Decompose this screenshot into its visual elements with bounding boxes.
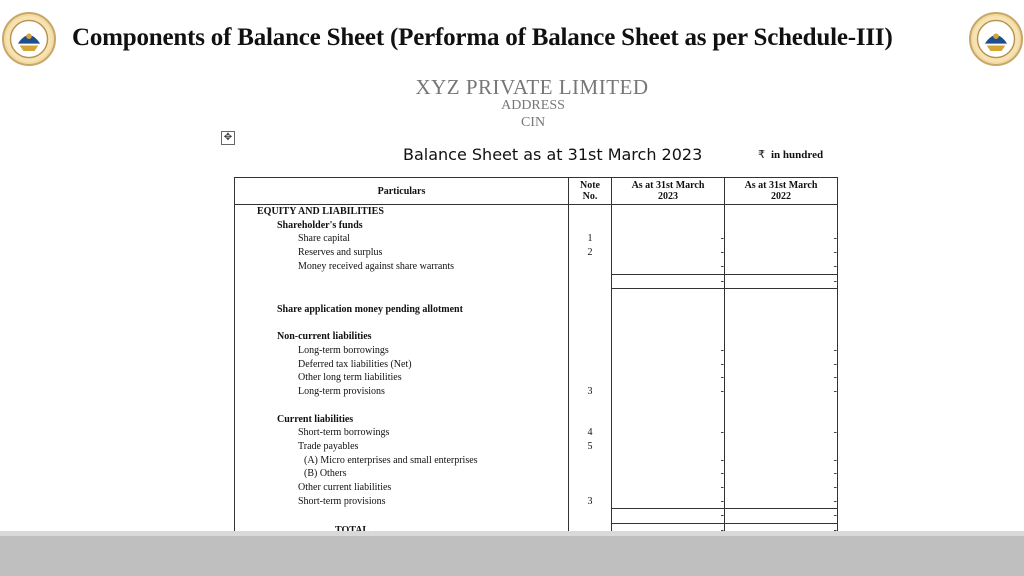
header-note-line2: No. — [582, 191, 598, 202]
balance-sheet-table — [234, 177, 838, 538]
row-note — [569, 317, 612, 331]
row-value-2022 — [725, 330, 838, 344]
row-label: Deferred tax liabilities (Net) — [235, 358, 569, 372]
row-value-2023: - — [612, 481, 725, 495]
row-value-2023 — [612, 399, 725, 413]
row-label: Share application money pending allotment — [235, 303, 569, 317]
row-value-2023 — [612, 205, 725, 219]
row-value-2023: - — [612, 358, 725, 372]
statement-title: Balance Sheet as at 31st March 2023 — [403, 145, 703, 164]
row-note: 2 — [569, 246, 612, 260]
row-value-2023: - — [612, 232, 725, 246]
table-row — [235, 219, 838, 233]
table-row — [235, 481, 838, 495]
row-label: Reserves and surplus — [235, 246, 569, 260]
header-particulars: Particulars — [235, 178, 569, 205]
table-row — [235, 426, 838, 440]
row-note: 4 — [569, 426, 612, 440]
row-value-2023: - — [612, 274, 725, 289]
row-value-2023 — [612, 413, 725, 427]
company-name: XYZ PRIVATE LIMITED — [415, 75, 649, 99]
table-row — [235, 399, 838, 413]
row-note: 1 — [569, 232, 612, 246]
row-label — [235, 274, 569, 289]
row-label: Long-term borrowings — [235, 344, 569, 358]
row-value-2023 — [612, 440, 725, 454]
header-note-line1: Note — [580, 180, 600, 191]
row-note — [569, 371, 612, 385]
row-label: Short-term provisions — [235, 495, 569, 509]
row-value-2023: - — [612, 246, 725, 260]
row-value-2022 — [725, 399, 838, 413]
row-note — [569, 467, 612, 481]
row-value-2023: - — [612, 260, 725, 274]
header-col-2023-line2: 2023 — [658, 191, 678, 202]
subtotal-row — [235, 509, 838, 524]
row-label: Share capital — [235, 232, 569, 246]
company-address: ADDRESS — [501, 98, 565, 113]
row-label — [235, 289, 569, 303]
row-note — [569, 219, 612, 233]
table-row — [235, 344, 838, 358]
row-label: Non-current liabilities — [235, 330, 569, 344]
row-note: 3 — [569, 385, 612, 399]
row-label: Short-term borrowings — [235, 426, 569, 440]
icai-logo-left — [2, 12, 56, 66]
row-note — [569, 289, 612, 303]
row-note — [569, 205, 612, 219]
row-value-2022: - — [725, 246, 838, 260]
table-row — [235, 467, 838, 481]
row-label: Other current liabilities — [235, 481, 569, 495]
row-value-2023: - — [612, 454, 725, 468]
row-label: Shareholder's funds — [235, 219, 569, 233]
table-row — [235, 232, 838, 246]
row-value-2022: - — [725, 481, 838, 495]
footer-divider — [0, 531, 1024, 536]
row-value-2022 — [725, 303, 838, 317]
row-value-2023 — [612, 317, 725, 331]
row-label: Current liabilities — [235, 413, 569, 427]
table-row — [235, 317, 838, 331]
table-row — [235, 385, 838, 399]
row-value-2022: - — [725, 509, 838, 524]
table-row — [235, 246, 838, 260]
row-note — [569, 260, 612, 274]
row-label: Money received against share warrants — [235, 260, 569, 274]
row-note — [569, 358, 612, 372]
row-value-2022 — [725, 440, 838, 454]
row-value-2023 — [612, 303, 725, 317]
row-value-2022 — [725, 317, 838, 331]
table-row — [235, 358, 838, 372]
row-value-2023: - — [612, 509, 725, 524]
table-row — [235, 495, 838, 509]
row-value-2023: - — [612, 371, 725, 385]
table-row — [235, 289, 838, 303]
icai-logo-right — [969, 12, 1023, 66]
table-row — [235, 454, 838, 468]
company-cin: CIN — [520, 115, 546, 130]
row-label: (B) Others — [235, 467, 569, 481]
header-col-2022-line1: As at 31st March — [744, 180, 818, 191]
row-value-2022: - — [725, 232, 838, 246]
table-row — [235, 330, 838, 344]
row-label — [235, 317, 569, 331]
row-value-2023 — [612, 219, 725, 233]
row-value-2023: - — [612, 344, 725, 358]
row-value-2022: - — [725, 260, 838, 274]
header-col-2022 — [725, 178, 838, 205]
footer-bar — [0, 531, 1024, 576]
row-value-2022: - — [725, 454, 838, 468]
table-row — [235, 303, 838, 317]
row-value-2022 — [725, 205, 838, 219]
header-col-2023 — [612, 178, 725, 205]
row-value-2023: - — [612, 467, 725, 481]
row-note — [569, 413, 612, 427]
row-value-2023: - — [612, 385, 725, 399]
table-header-row — [235, 178, 838, 205]
row-value-2023 — [612, 330, 725, 344]
table-row — [235, 205, 838, 219]
table-move-handle-icon[interactable]: ✥ — [221, 131, 235, 145]
row-label: EQUITY AND LIABILITIES — [235, 205, 569, 219]
row-note — [569, 481, 612, 495]
row-note — [569, 330, 612, 344]
row-value-2023: - — [612, 495, 725, 509]
row-label — [235, 509, 569, 524]
header-col-2022-line2: 2022 — [771, 191, 791, 202]
rupee-icon: ₹ — [758, 148, 765, 161]
row-note — [569, 399, 612, 413]
row-value-2022: - — [725, 426, 838, 440]
row-value-2022: - — [725, 344, 838, 358]
row-value-2022: - — [725, 371, 838, 385]
row-value-2022: - — [725, 385, 838, 399]
header-col-2023-line1: As at 31st March — [631, 180, 705, 191]
row-note — [569, 509, 612, 524]
row-note — [569, 303, 612, 317]
currency-note-text: in hundred — [771, 149, 824, 161]
row-label: (A) Micro enterprises and small enterprises — [235, 454, 569, 468]
row-value-2022: - — [725, 495, 838, 509]
row-value-2023 — [612, 289, 725, 303]
row-label: Other long term liabilities — [235, 371, 569, 385]
row-label: Long-term provisions — [235, 385, 569, 399]
row-note — [569, 274, 612, 289]
row-value-2022: - — [725, 274, 838, 289]
row-note — [569, 454, 612, 468]
row-value-2022 — [725, 219, 838, 233]
row-note: 3 — [569, 495, 612, 509]
table-row — [235, 440, 838, 454]
table-row — [235, 413, 838, 427]
row-note — [569, 344, 612, 358]
row-value-2022 — [725, 289, 838, 303]
table-row — [235, 371, 838, 385]
row-value-2022: - — [725, 467, 838, 481]
row-value-2023: - — [612, 426, 725, 440]
slide-title: Components of Balance Sheet (Performa of Balance Sheet as per Schedule-III) — [72, 24, 893, 51]
row-value-2022 — [725, 413, 838, 427]
header-note-no — [569, 178, 612, 205]
currency-note — [758, 148, 823, 161]
row-label: Trade payables — [235, 440, 569, 454]
row-label — [235, 399, 569, 413]
subtotal-row — [235, 274, 838, 289]
row-value-2022: - — [725, 358, 838, 372]
table-row — [235, 260, 838, 274]
row-note: 5 — [569, 440, 612, 454]
